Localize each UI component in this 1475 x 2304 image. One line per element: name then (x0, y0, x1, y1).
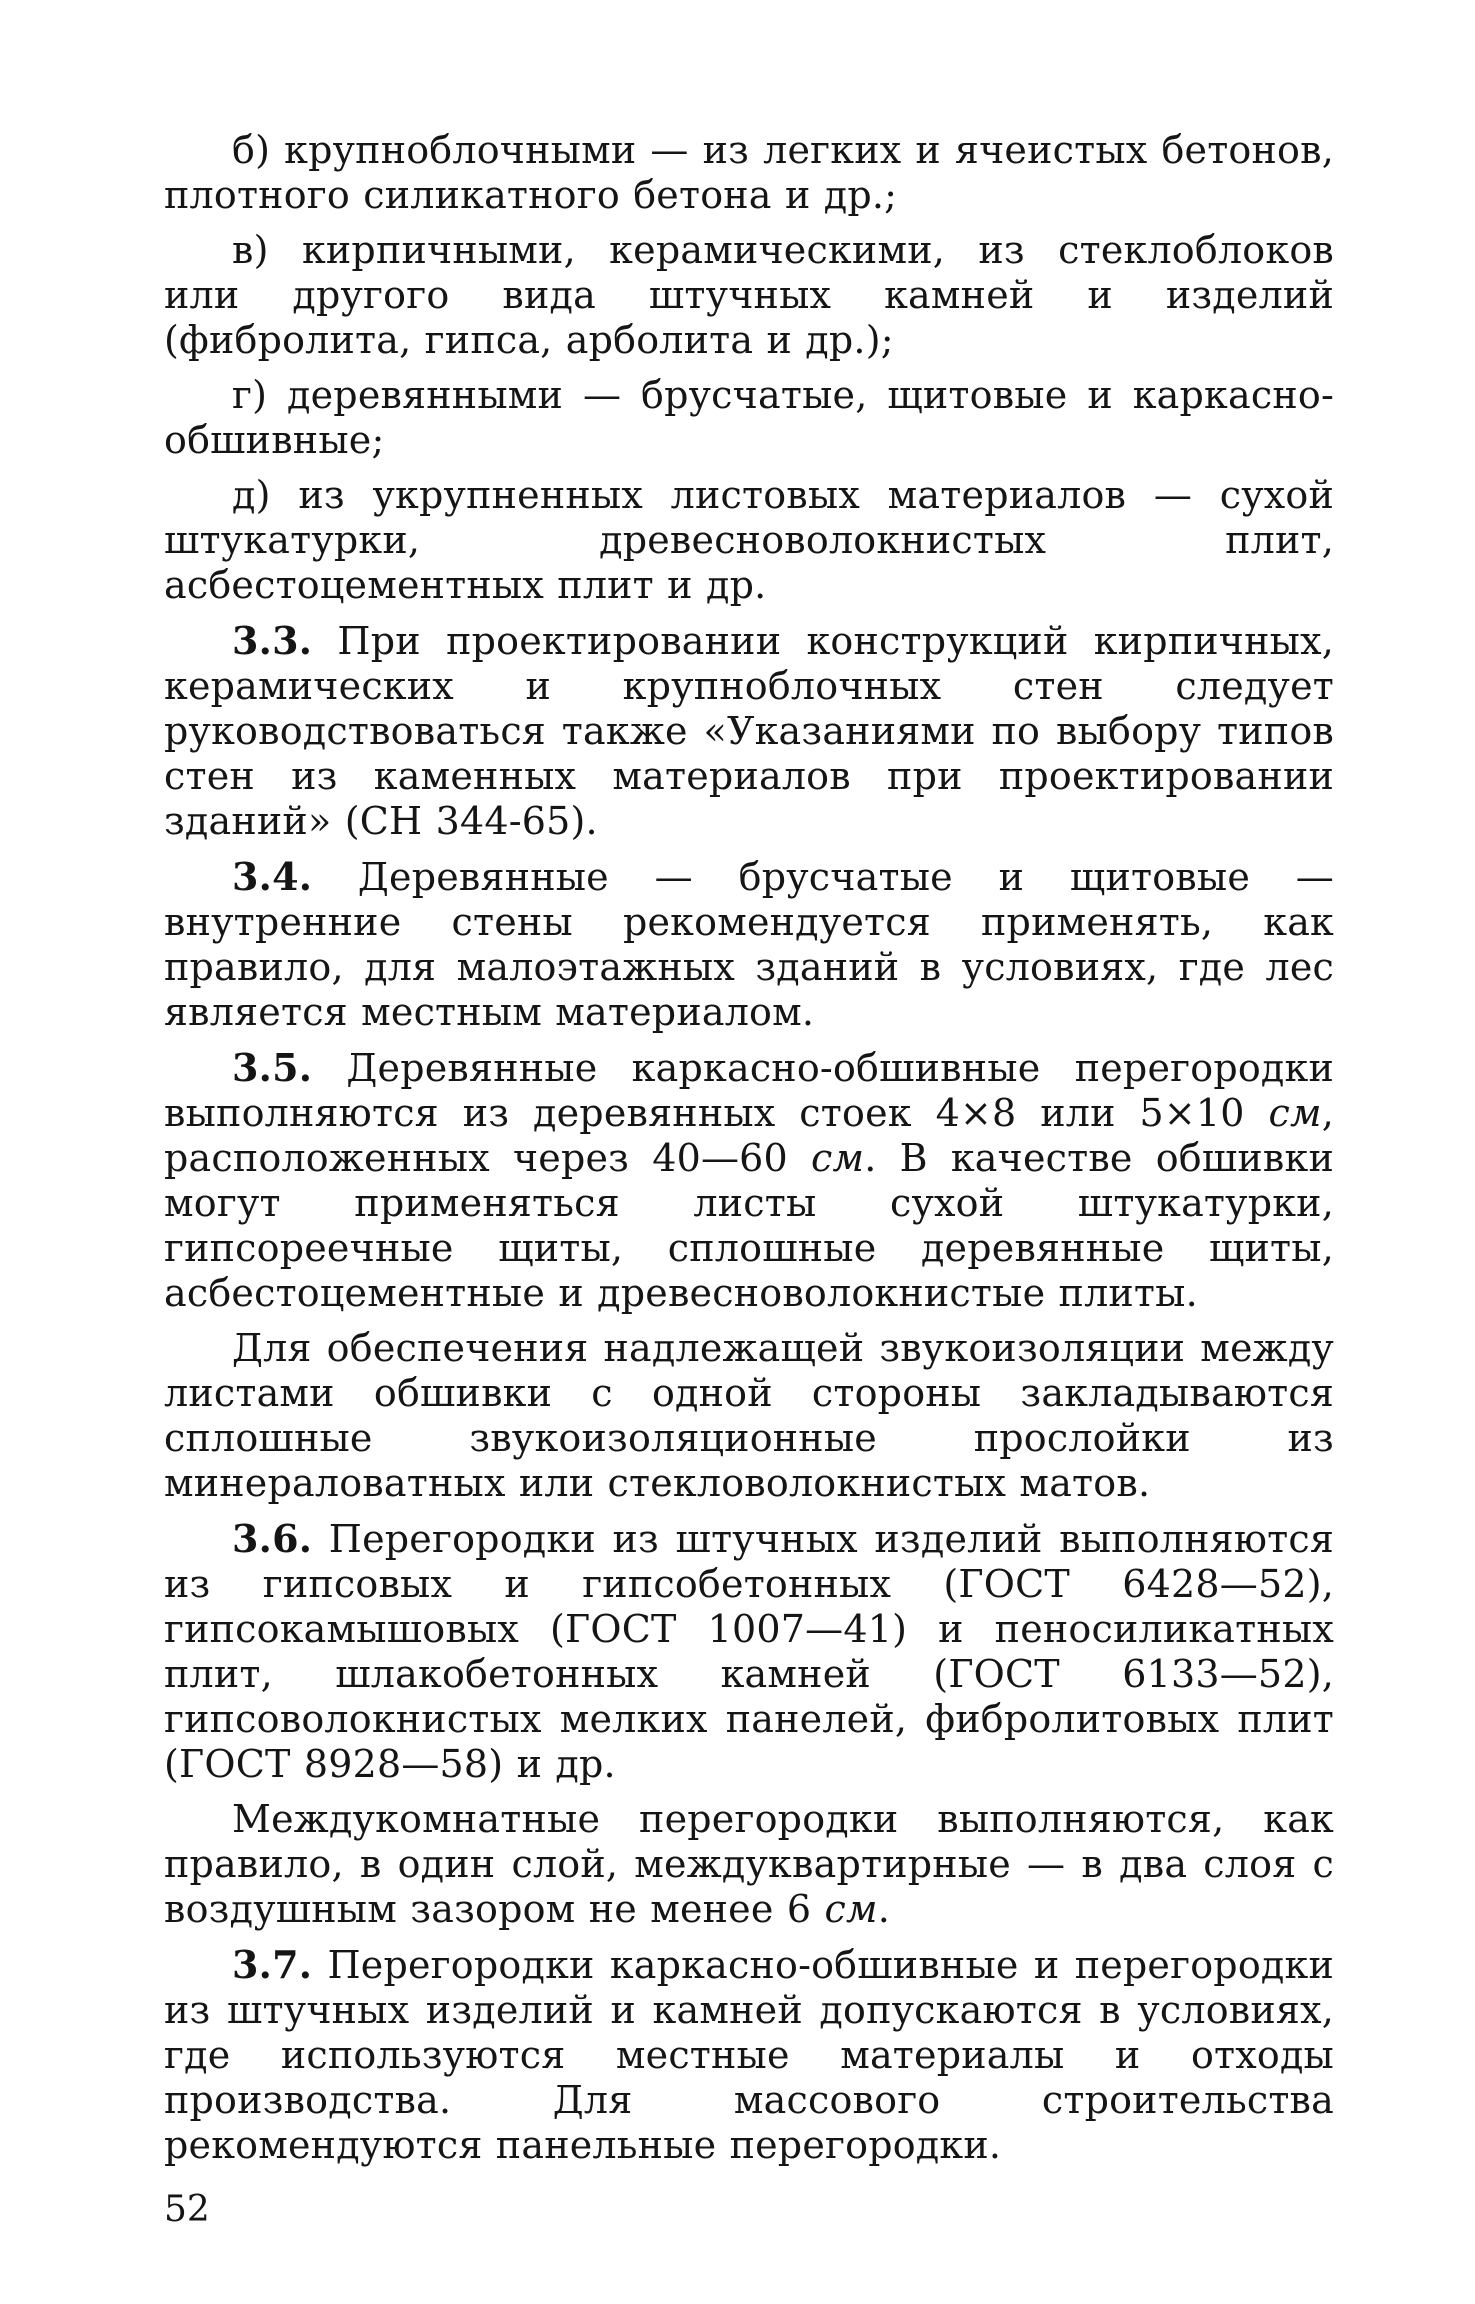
paragraph-item-b (164, 128, 1334, 218)
clause-number: 3.4. (232, 854, 313, 899)
paragraph-text: Деревянные — брусчатые и щитовые — внутренние стены рекомендуется применять, как правило, для малоэтажных зданий в условиях, где лес является местным материалом. (164, 855, 1334, 1034)
paragraph-clause-3-3 (164, 618, 1334, 844)
clause-number: 3.7. (232, 1942, 313, 1987)
paragraph-text: Междукомнатные перегородки выполняются, как правило, в один слой, междуквартирные — в два слоя с воздушным зазором не менее 6 (164, 1797, 1334, 1931)
paragraph-clause-3-6-cont (164, 1797, 1334, 1932)
paragraph-text: . В качестве обшивки могут применяться листы сухой штукатурки, гипсореечные щиты, сплошные деревянные щиты, асбестоцементные и древесноволокнистые плиты. (164, 1136, 1334, 1315)
paragraph-text: Для обеспечения надлежащей звукоизоляции между листами обшивки с одной стороны закладываются сплошные звукоизоляционные прослойки из минераловатных или стекловолокнистых матов. (164, 1326, 1334, 1505)
paragraph-text: в) кирпичными, керамическими, из стеклоблоков или другого вида штучных камней и изделий (фибролита, гипса, арболита и др.); (164, 228, 1334, 362)
paragraph-text: При проектировании конструкций кирпичных, керамических и крупноблочных стен следует руководствоваться также «Указаниями по выбору типов стен из каменных материалов при проектировании зданий» (СН 344-65). (164, 619, 1334, 843)
paragraph-item-v (164, 228, 1334, 363)
clause-number: 3.5. (232, 1045, 313, 1090)
clause-number: 3.6. (232, 1516, 313, 1561)
paragraph-clause-3-5 (164, 1045, 1334, 1316)
paragraph-clause-3-7 (164, 1942, 1334, 2168)
paragraph-clause-3-6 (164, 1516, 1334, 1787)
paragraph-text: г) деревянными — брусчатые, щитовые и каркасно-обшивные; (164, 373, 1334, 462)
page-number: 52 (164, 2189, 210, 2230)
paragraph-text: , расположенных через 40—60 (164, 1091, 1334, 1180)
clause-number: 3.3. (232, 618, 313, 663)
paragraph-item-g (164, 373, 1334, 463)
unit-text: см (811, 1136, 865, 1180)
paragraph-text: Перегородки из штучных изделий выполняются из гипсовых и гипсобетонных (ГОСТ 6428—52), гипсокамышовых (ГОСТ 1007—41) и пеносиликатных плит, шлакобетонных камней (ГОСТ 6133—52), гипсоволокнистых мелких панелей, фибролитовых плит (ГОСТ 8928—58) и др. (164, 1517, 1334, 1786)
unit-text: см (1268, 1091, 1322, 1135)
paragraph-text: б) крупноблочными — из легких и ячеистых бетонов, плотного силикатного бетона и др.; (164, 128, 1334, 217)
paragraph-clause-3-4 (164, 854, 1334, 1035)
unit-text: см (824, 1887, 878, 1931)
page-body (164, 128, 1334, 2178)
paragraph-clause-3-5-cont (164, 1326, 1334, 1506)
paragraph-text: . (877, 1887, 890, 1931)
paragraph-text: Перегородки каркасно-обшивные и перегородки из штучных изделий и камней допускаются в условиях, где используются местные материалы и отходы производства. Для массового строительства рекомендуются панельные перегородки. (164, 1943, 1334, 2167)
paragraph-item-d (164, 473, 1334, 608)
paragraph-text: д) из укрупненных листовых материалов — сухой штукатурки, древесноволокнистых плит, асбестоцементных плит и др. (164, 473, 1334, 607)
paragraph-text: Деревянные каркасно-обшивные перегородки выполняются из деревянных стоек 4×8 или 5×10 (164, 1046, 1334, 1135)
